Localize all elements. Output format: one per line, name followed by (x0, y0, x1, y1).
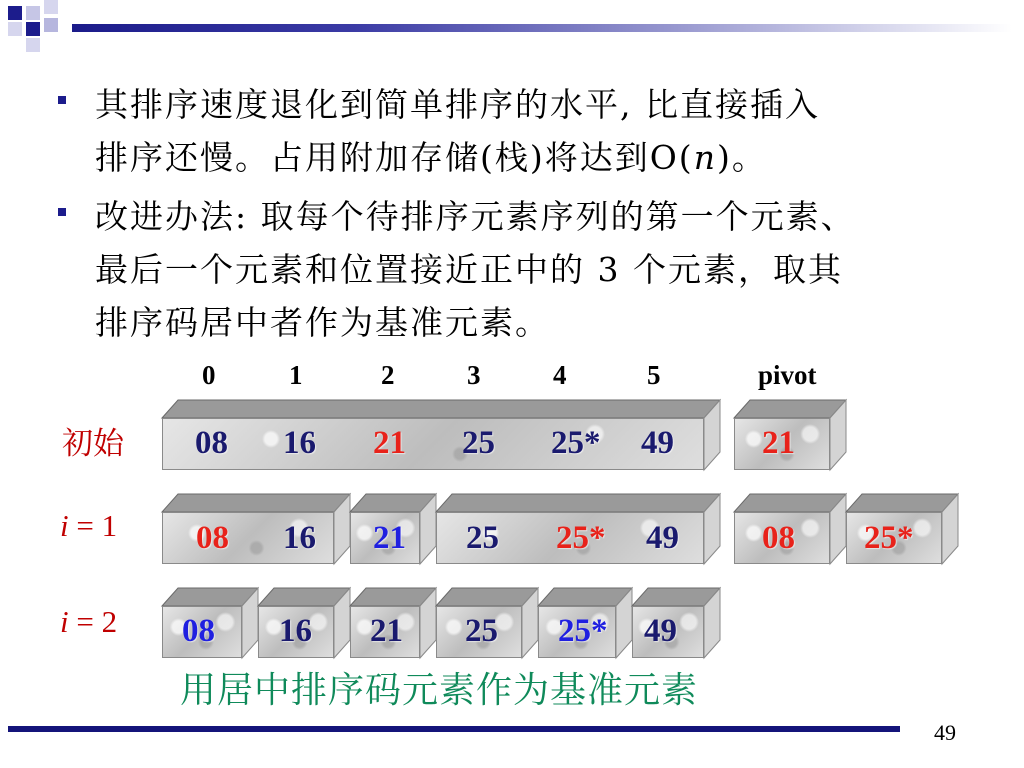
bullet-2-line-3: 排序码居中者作为基准元素。 (95, 303, 550, 342)
index-label-0: 0 (202, 360, 216, 390)
row-label-i2 (60, 604, 117, 640)
corner-square-light-5 (26, 38, 40, 52)
footer-bar (8, 726, 900, 732)
corner-square-light-1 (26, 6, 40, 20)
initial-pivot-value: 21 (762, 425, 795, 461)
i2-value-3: 25 (465, 613, 498, 649)
bullet-1-line-2-end: )。 (716, 138, 767, 177)
bullet-item-1 (58, 78, 998, 184)
bullet-2-line-1: 改进办法: 取每个待排序元素序列的第一个元素、 (95, 197, 856, 236)
header-gradient-bar (72, 24, 1012, 32)
i2-value-4: 25* (558, 613, 608, 649)
i2-value-5: 49 (644, 613, 677, 649)
corner-square-navy-2 (26, 22, 40, 36)
initial-value-1: 16 (283, 425, 316, 461)
i1-value-1: 16 (283, 520, 316, 556)
initial-value-4: 25* (551, 425, 601, 461)
row-label-i2-rest: = 2 (68, 604, 118, 639)
i2-value-0: 08 (182, 613, 215, 649)
box-front (162, 418, 704, 470)
i1-value-2: 21 (373, 520, 406, 556)
i2-value-1: 16 (279, 613, 312, 649)
bullet-text-2 (95, 190, 998, 349)
index-label-1: 1 (289, 360, 303, 390)
row-label-initial: 初始 (62, 426, 124, 462)
bullet-1-line-2 (95, 131, 998, 184)
bullet-2-line-2: 最后一个元素和位置接近正中的 3 个元素，取其 (95, 250, 843, 289)
bullet-1-var-n: n (693, 138, 717, 177)
bullet-item-2 (58, 190, 998, 349)
caption-text: 用居中排序码元素作为基准元素 (180, 670, 699, 711)
index-label-pivot: pivot (758, 360, 817, 390)
bullet-square-icon (58, 208, 66, 216)
initial-value-0: 08 (195, 425, 228, 461)
page-number: 49 (934, 720, 956, 745)
index-label-5: 5 (647, 360, 661, 390)
i1-value-4: 25* (556, 520, 606, 556)
corner-square-light-3 (8, 22, 22, 36)
i1-extra-value-0: 08 (762, 520, 795, 556)
index-label-2: 2 (381, 360, 395, 390)
row-label-i1 (60, 508, 117, 544)
initial-value-2: 21 (373, 425, 406, 461)
bullet-square-icon (58, 96, 66, 104)
i2-value-2: 21 (370, 613, 403, 649)
row-label-i1-rest: = 1 (68, 508, 118, 543)
corner-square-light-2 (44, 0, 58, 14)
i1-value-3: 25 (466, 520, 499, 556)
initial-value-5: 49 (641, 425, 674, 461)
i1-value-5: 49 (646, 520, 679, 556)
i1-extra-value-1: 25* (864, 520, 914, 556)
row-label-i1-var: i (60, 508, 69, 543)
row-label-i2-var: i (60, 604, 69, 639)
index-label-3: 3 (467, 360, 481, 390)
bullet-1-line-1: 其排序速度退化到简单排序的水平, 比直接插入 (95, 85, 820, 124)
initial-value-3: 25 (462, 425, 495, 461)
initial-array-box (162, 400, 720, 456)
i1-box-0-1 (162, 494, 350, 550)
index-label-4: 4 (553, 360, 567, 390)
i1-value-0: 08 (196, 520, 229, 556)
bullet-text-1 (95, 78, 998, 184)
corner-square-light-4 (44, 18, 58, 32)
bullet-1-line-2-text: 排序还慢。占用附加存储(栈)将达到O( (95, 138, 694, 177)
corner-square-navy-1 (8, 6, 22, 20)
